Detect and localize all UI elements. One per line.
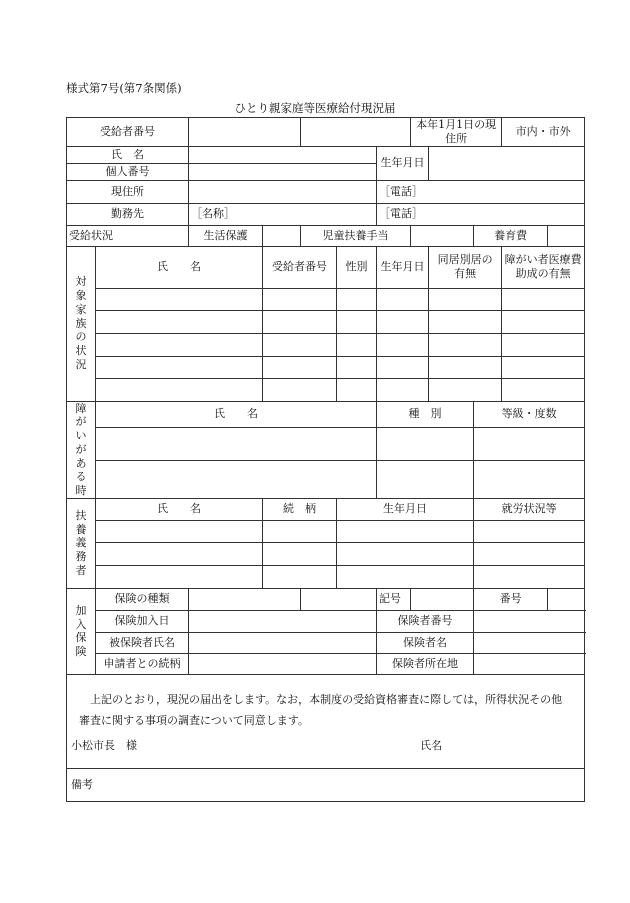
name-label: 氏 名 — [67, 146, 189, 163]
family-birthdate-header: 生年月日 — [377, 246, 429, 288]
family-name-header: 氏 名 — [96, 246, 263, 288]
insurer-name-field[interactable] — [474, 632, 585, 653]
insurance-symbol-field[interactable] — [411, 588, 474, 610]
insurer-number-field[interactable] — [474, 610, 585, 632]
relation-row — [67, 653, 585, 674]
workplace-row — [67, 203, 585, 225]
name-field[interactable] — [189, 146, 377, 163]
child-allowance-field[interactable] — [411, 225, 474, 246]
disability-name-header: 氏 名 — [96, 401, 377, 428]
insurance-symbol-label: 記号 — [377, 588, 411, 610]
city-in-out[interactable]: 市内・市外 — [502, 118, 585, 147]
table-row — [67, 428, 585, 460]
insured-name-row — [67, 632, 585, 653]
child-support-label: 養育費 — [474, 225, 548, 246]
child-support-field[interactable] — [548, 225, 585, 246]
family-recipient-number-header: 受給者番号 — [263, 246, 337, 288]
form-title: ひとり親家庭等医療給付現況届 — [234, 101, 396, 115]
table-row — [67, 333, 585, 356]
personal-number-label: 個人番号 — [67, 163, 189, 180]
jan1-address-label: 本年1月1日の現住所 — [411, 118, 502, 147]
mayor-addressee: 小松市長 様 — [71, 738, 137, 752]
address-field[interactable] — [189, 180, 377, 203]
insurance-number-label: 番号 — [474, 588, 548, 610]
insurer-address-field[interactable] — [474, 653, 585, 674]
welfare-label: 生活保護 — [189, 225, 263, 246]
disability-section-label: 障 が い が あ る 時 — [67, 401, 96, 498]
recipient-number-blank — [301, 118, 411, 147]
birthdate-field[interactable] — [429, 146, 585, 180]
welfare-field[interactable] — [263, 225, 301, 246]
insurer-name-label: 保険者名 — [377, 632, 474, 653]
declaration-row — [67, 674, 585, 768]
table-row — [67, 542, 585, 565]
recipient-number-label: 受給者番号 — [67, 118, 189, 147]
table-row — [67, 310, 585, 333]
address-row — [67, 180, 585, 203]
supporter-birthdate-header: 生年月日 — [337, 498, 474, 520]
family-disability-subsidy-header: 障がい者医療費 助成の有無 — [502, 246, 585, 288]
recipient-number-row — [67, 118, 585, 147]
recipient-number-field[interactable] — [189, 118, 301, 147]
supporter-header-row — [67, 498, 585, 520]
table-row — [67, 520, 585, 542]
family-header-row — [67, 246, 585, 288]
supporter-section-label: 扶 養 義 務 者 — [67, 498, 96, 588]
disability-header-row — [67, 401, 585, 428]
insurance-section-label: 加 入 保 険 — [67, 588, 96, 674]
workplace-label: 勤務先 — [67, 203, 189, 225]
declaration-text: 上記のとおり，現況の届出をします。なお，本制度の受給資格審査に際しては，所得状況その他審査に関する事項の調査について同意します。 — [79, 692, 563, 727]
family-section-label: 対 象 家 族 の 状 況 — [67, 246, 96, 401]
address-label: 現住所 — [67, 180, 189, 203]
remarks-field[interactable] — [67, 768, 585, 801]
relation-label: 申請者との続柄 — [96, 653, 189, 674]
address-phone[interactable]: ［電話］ — [377, 180, 585, 203]
form-number: 様式第7号(第7条関係) — [66, 81, 182, 95]
insurance-number-field[interactable] — [548, 588, 585, 610]
signature-label[interactable]: 氏名 — [420, 738, 443, 752]
insurance-type-label: 保険の種類 — [96, 588, 189, 610]
insurance-enrollment-label: 保険加入日 — [96, 610, 189, 632]
table-row — [67, 460, 585, 498]
insurance-type-blank — [301, 588, 377, 610]
supporter-employment-header: 就労状況等 — [474, 498, 585, 520]
insurer-number-label: 保険者番号 — [377, 610, 474, 632]
benefit-status-label: 受給状況 — [67, 225, 189, 246]
family-sex-header: 性別 — [337, 246, 377, 288]
supporter-name-header: 氏 名 — [96, 498, 263, 520]
insurance-type-row — [67, 588, 585, 610]
disability-grade-header: 等級・度数 — [474, 401, 585, 428]
table-row — [67, 288, 585, 310]
table-row — [67, 565, 585, 588]
personal-number-field[interactable] — [189, 163, 377, 180]
family-cohabitation-header: 同居別居の 有無 — [429, 246, 502, 288]
benefit-status-row — [67, 225, 585, 246]
child-allowance-label: 児童扶養手当 — [301, 225, 411, 246]
workplace-phone[interactable]: ［電話］ — [377, 203, 585, 225]
supporter-relation-header: 続 柄 — [263, 498, 337, 520]
table-row — [67, 378, 585, 401]
remarks-row — [67, 768, 585, 801]
insurer-address-label: 保険者所在地 — [377, 653, 474, 674]
table-row — [67, 356, 585, 378]
benefit-status-form — [66, 117, 585, 802]
name-row — [67, 146, 585, 163]
workplace-name[interactable]: ［名称］ — [189, 203, 377, 225]
insured-name-field[interactable] — [189, 632, 377, 653]
relation-field[interactable] — [189, 653, 377, 674]
insured-name-label: 被保険者氏名 — [96, 632, 189, 653]
insurance-date-row — [67, 610, 585, 632]
declaration — [67, 674, 585, 768]
insurance-enrollment-field[interactable] — [189, 610, 377, 632]
birthdate-label: 生年月日 — [377, 146, 429, 180]
disability-type-header: 種 別 — [377, 401, 474, 428]
remarks-label: 備考 — [71, 777, 93, 791]
insurance-type-field[interactable] — [189, 588, 301, 610]
